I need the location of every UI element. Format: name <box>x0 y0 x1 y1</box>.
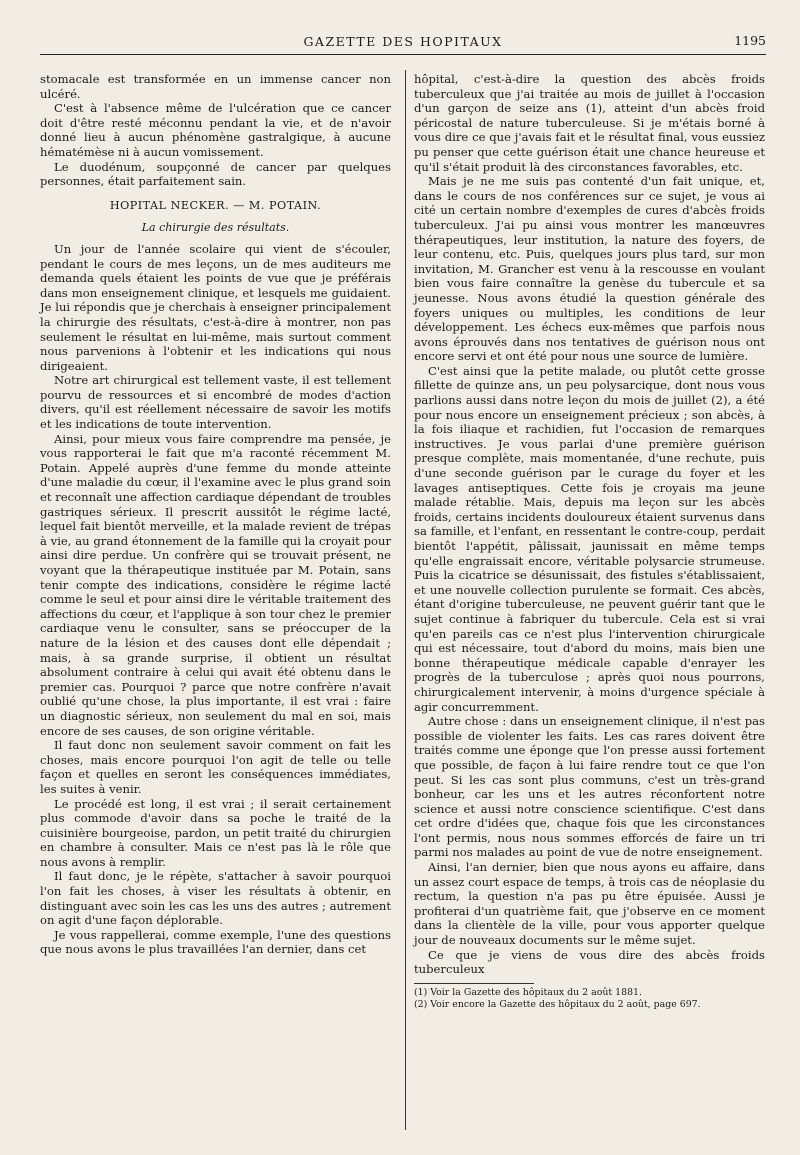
section-subheading: La chirurgie des résultats. <box>141 221 290 235</box>
page-header <box>40 32 766 58</box>
paragraph: Le procédé est long, il est vrai ; il serait certainement plus commode d'avoir dans sa poche le traité de la cuisinière bourgeoise, pardon, un petit traité du chirurgien en chambre à consulter. Mais ce n'est pas là le rôle que nous avons à remplir. <box>40 796 391 869</box>
right-column <box>414 72 765 1011</box>
page-number: 1195 <box>734 33 766 48</box>
paragraph: Le duodénum, soupçonné de cancer par quelques personnes, était parfaitement sain. <box>40 159 391 189</box>
paragraph: Il faut donc, je le répète, s'attacher à savoir pourquoi l'on fait les choses, à viser les résultats à obtenir, en distinguant avec soin les cas les uns des autres ; autrement on agit d'une façon déplorable. <box>40 869 391 928</box>
paragraph: stomacale est transformée en un immense cancer non ulcéré. <box>40 72 391 101</box>
section-heading <box>40 199 391 214</box>
paragraph: Ainsi, pour mieux vous faire comprendre ma pensée, je vous rapporterai le fait que m'a raconté récemment M. Potain. Appelé auprès d'une femme du monde atteinte d'une maladie du cœur, il l'examine avec le plus grand soin et reconnaît une affection cardiaque dépendant de troubles gastriques sérieux. Il prescrit aussitôt le régime lacté, lequel fait bientôt merveille, et la malade revient de trépas à vie, au grand étonnement de la famille qui la croyait pour ainsi dire perdue. Un confrère qui se trouvait présent, ne voyant que la thérapeutique instituée par M. Potain, sans tenir compte des indications, considère le régime lacté comme le seul et pour ainsi dire le véritable traitement des affections du cœur, et l'applique à son tour chez le premier cardiaque venu le consulter, sans se préoccuper de la nature de la lésion et des causes dont elle dépendait ; mais, à sa grande surprise, il obtient un résultat absolument contraire à celui qui avait été obtenu dans le premier cas. Pourquoi ? parce que notre confrère n'avait oublié qu'une chose, la plus importante, il est vrai : faire un diagnostic sérieux, non seulement du mal en soi, mais encore de ses causes, de son origine véritable. <box>40 431 391 738</box>
paragraph: Il faut donc non seulement savoir comment on fait les choses, mais encore pourquoi l'on agit de telle ou telle façon et quelles en seront les conséquences immédiates, les suites à venir. <box>40 738 391 796</box>
paragraph: Ce que je viens de vous dire des abcès froids tuberculeux <box>414 947 765 977</box>
paragraph: Autre chose : dans un enseignement clinique, il n'est pas possible de violenter les faits. Les cas rares doivent être traités comme une éponge que l'on presse aussi fortement que possible, de façon à lui faire rendre tout ce que l'on peut. Si les cas sont plus communs, c'est un très-grand bonheur, car les uns et les autres réconfortent notre science et aussi notre conscience scientifique. C'est dans cet ordre d'idées que, chaque fois que les circonstances l'ont permis, nous nous sommes efforcés de faire un tri parmi nos malades au point de vue de notre enseignement. <box>414 714 765 860</box>
paragraph: Notre art chirurgical est tellement vaste, il est tellement pourvu de ressources et si encombré de modes d'action divers, qu'il est réellement nécessaire de savoir les motifs et les indications de toute intervention. <box>40 373 391 432</box>
section-heading-text: HOPITAL NECKER. — M. POTAIN. <box>109 198 322 212</box>
footnote-rule <box>414 983 534 984</box>
footnote: (1) Voir la Gazette des hôpitaux du 2 août 1881. <box>414 986 642 998</box>
paragraph: Ainsi, l'an dernier, bien que nous ayons eu affaire, dans un assez court espace de temps, à trois cas de néoplasie du rectum, la question n'a pas pu être épuisée. Aussi je profiterai d'un quatrième fait, que j'observe en ce moment dans la clientèle de la ville, pour vous apporter quelque jour de nouveaux documents sur le même sujet. <box>414 860 765 948</box>
paragraph: Un jour de l'année scolaire qui vient de s'écouler, pendant le cours de mes leçons, un de mes auditeurs me demanda quels étaient les points de vue que je préférais dans mon enseignement clinique, et lesquels me guidaient. Je lui répondis que je cherchais à enseigner principalement la chirurgie des résultats, c'est-à-dire à montrer, non pas seulement le résultat en lui-même, mais surtout comment nous parvenions à l'obtenir et les indications qui nous dirigeaient. <box>40 241 391 373</box>
left-column <box>40 72 391 957</box>
paragraph: hôpital, c'est-à-dire la question des abcès froids tuberculeux que j'ai traitée au mois de juillet à l'occasion d'un garçon de seize ans (1), atteint d'un abcès froid péricostal de nature tuberculeuse. Si je m'étais borné à vous dire ce que j'avais fait et le résultat final, vous eussiez pu penser que cette guérison était une chance heureuse et qu'il s'était produit là des circonstances favorables, etc. <box>414 72 765 174</box>
footnote: (2) Voir encore la Gazette des hôpitaux du 2 août, page 697. <box>414 998 701 1010</box>
column-divider <box>405 70 406 1130</box>
paragraph: Mais je ne me suis pas contenté d'un fait unique, et, dans le cours de nos conférences sur ce sujet, je vous ai cité un certain nombre d'exemples de cures d'abcès froids tuberculeux. J'ai pu ainsi vous montrer les manœuvres thérapeutiques, leur institution, la nature des foyers, de leur contenu, etc. Puis, quelques jours plus tard, sur mon invitation, M. Grancher est venu à la rescousse en voulant bien vous faire connaître la genèse du tubercule et sa jeunesse. Nous avons étudié la question générale des foyers uniques ou multiples, les conditions de leur développement. Les échecs eux-mêmes que parfois nous avons éprouvés dans nos tentatives de guérison nous ont encore servi et ont été pour nous une source de lumière. <box>414 174 765 364</box>
journal-title: GAZETTE DES HOPITAUX <box>303 34 503 49</box>
paragraph: Je vous rappellerai, comme exemple, l'une des questions que nous avons le plus travaillées l'an dernier, dans cet <box>40 927 391 957</box>
paragraph: C'est ainsi que la petite malade, ou plutôt cette grosse fillette de quinze ans, un peu polysarcique, dont nous vous parlions aussi dans notre leçon du mois de juillet (2), a été pour nous encore un enseignement précieux ; son abcès, à la fois iliaque et rachidien, fut l'occasion de remarques instructives. Je vous parlai d'une première guérison presque complète, mais momentanée, d'une rechute, puis d'une seconde guérison par le curage du foyer et les lavages antiseptiques. Cette fois je croyais ma jeune malade rétablie. Mais, depuis ma leçon sur les abcès froids, certains incidents douloureux étaient survenus dans sa famille, et l'enfant, en ressentant le contre-coup, perdait bientôt l'appétit, pâlissait, jaunissait en même temps qu'elle engraissait encore, véritable polysarcie strumeuse. Puis la cicatrice se désunissait, des fistules s'établissaient, et une nouvelle collection purulente se formait. Ces abcès, étant d'origine tuberculeuse, ne peuvent guérir tant que le sujet continue à fabriquer du tubercule. Cela est si vrai qu'en pareils cas ce n'est plus l'intervention chirurgicale qui est nécessaire, tout d'abord du moins, mais bien une bonne thérapeutique médicale capable d'enrayer les progrès de la tuberculose ; après quoi nous pourrons, chirurgicalement intervenir, à moins d'urgence spéciale à agir concurremment. <box>414 363 765 714</box>
header-rule <box>40 54 766 55</box>
paragraph: C'est à l'absence même de l'ulcération que ce cancer doit d'être resté méconnu pendant la vie, et de n'avoir donné lieu à aucun phénomène gastralgique, à aucune hématémèse ni à aucun vomissement. <box>40 101 391 159</box>
